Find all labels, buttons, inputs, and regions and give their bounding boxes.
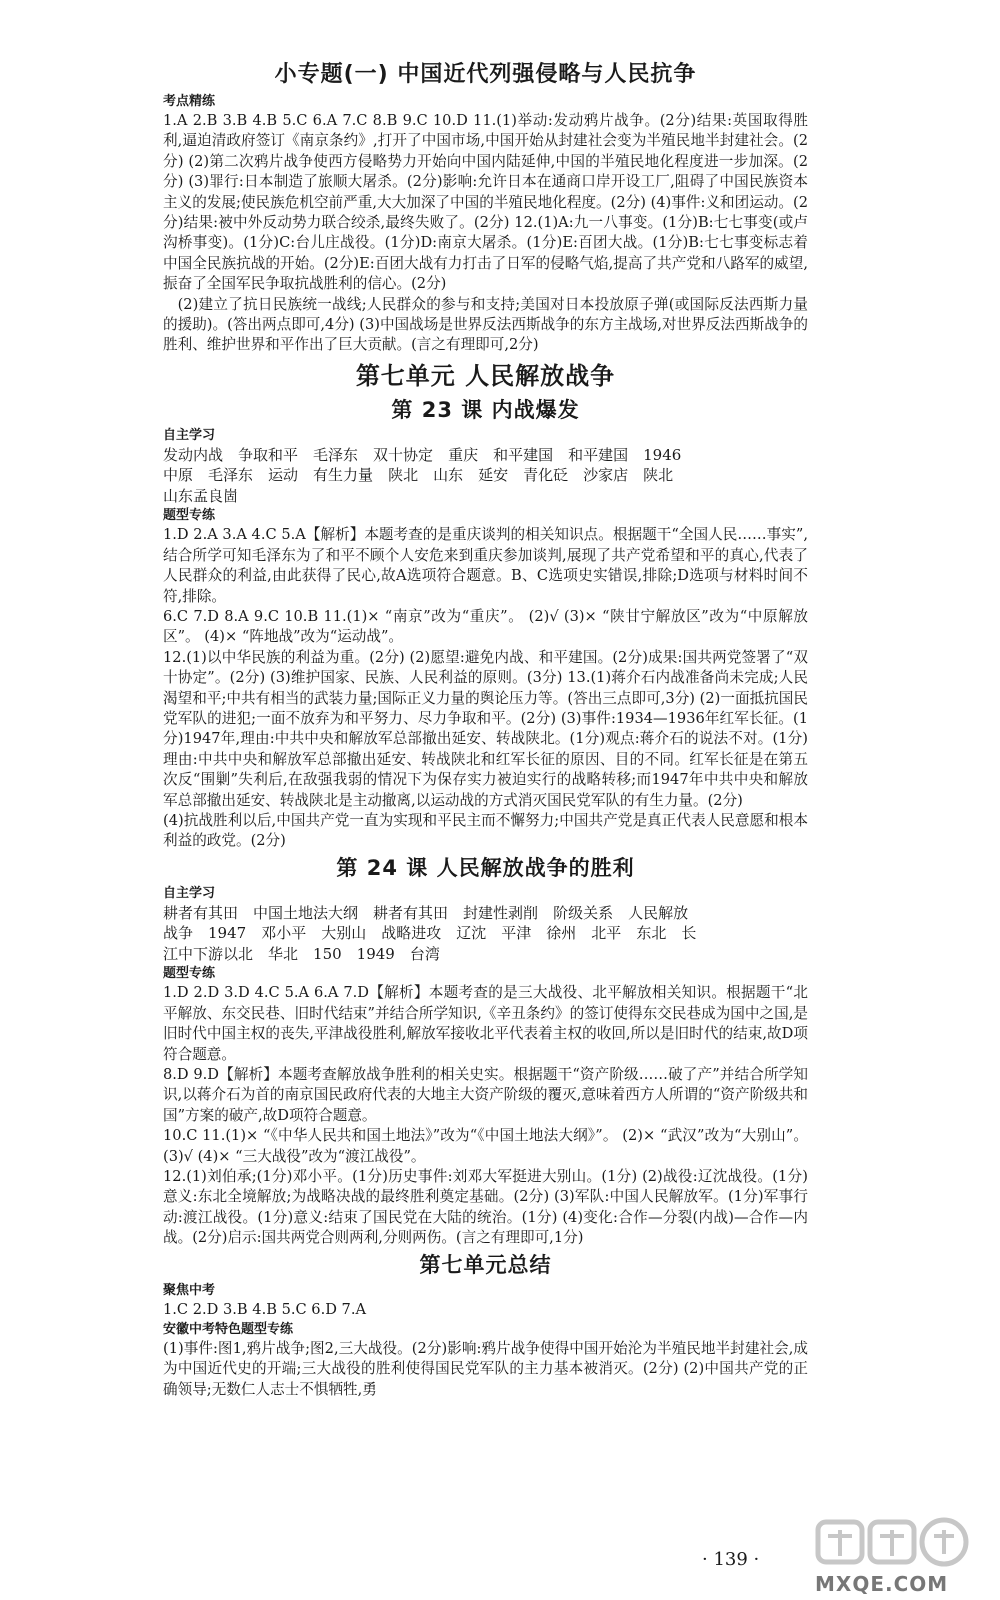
keyword: 耕者有其田 <box>163 903 239 922</box>
page-number: · 139 · <box>702 1549 760 1570</box>
keyword: 和平建国 <box>568 445 629 464</box>
section-title-topic-1: 小专题(一) 中国近代列强侵略与人民抗争 <box>274 62 697 87</box>
keyword: 1946 <box>643 445 682 464</box>
keyword: 沙家店 <box>583 466 629 485</box>
keyword: 耕者有其田 <box>373 903 449 922</box>
lesson-23-keywords-line-1 <box>163 445 808 466</box>
keyword: 山东孟良崮 <box>163 486 239 505</box>
keyword: 山东 <box>433 466 464 485</box>
keyword: 青化砭 <box>523 466 569 485</box>
topic-1-answers: 1.A 2.B 3.B 4.B 5.C 6.A 7.C 8.B 9.C 10.D 11.(1)举动:发动鸦片战争。(2分)结果:英国取得胜利,逼迫清政府签订《南京条约》,打开了中国市场,中国开始从封建社会变为半殖民地半封建社会。(2分) (2)第二次鸦片战争使西方侵略势力开始向中国内陆延伸,中国的半殖民地化程度进一步加深。(2分) (3)罪行:日本制造了旅顺大屠杀。(2分)影响:允许日本在通商口岸开设工厂,阻碍了中国民族资本主义的发展;使民族危机空前严重,大大加深了中国的半殖民地化程度。(2分) (4)事件:义和团运动。(2分)结果:被中外反动势力联合绞杀,最终失败了。(2分) 12.(1)A:九一八事变。(1分)B:七七事变(或卢沟桥事变)。(1分)C:台儿庄战役。(1分)D:南京大屠杀。(1分)E:百团大战。(1分)B:七七事变标志着中国全民族抗战的开始。(2分)E:百团大战有力打击了日军的侵略气焰,提高了共产党和八路军的威望,振奋了全国军民争取抗战胜利的信心。(2分) <box>163 112 808 293</box>
lesson-24-answers-3: 10.C 11.(1)× “《中华人民共和国土地法》”改为“《中国土地法大纲》”。 (2)× “武汉”改为“大别山”。 (3)√ (4)× “三大战役”改为“渡江战役”。 <box>163 1127 808 1165</box>
keyword: 战略进攻 <box>381 924 442 943</box>
keyword: 徐州 <box>546 924 577 943</box>
lesson-23-title: 第 23 课 内战爆发 <box>391 397 580 422</box>
keyword: 发动内战 <box>163 445 224 464</box>
watermark-text: MXQE.COM <box>815 1572 949 1596</box>
keyword: 平津 <box>501 924 532 943</box>
unit-7-title: 第七单元 人民解放战争 <box>355 361 616 390</box>
keyword: 延安 <box>478 466 509 485</box>
keyword: 1947 <box>208 924 247 943</box>
keyword: 长 <box>681 924 697 943</box>
summary-anhui-answers: (1)事件:图1,鸦片战争;图2,三大战役。(2分)影响:鸦片战争使得中国开始沦为半殖民地半封建社会,成为中国近代史的开端;三大战役的胜利使得国民党军队的主力基本被消灭。(2分) (2)中国共产党的正确领导;无数仁人志士不惧牺牲,勇 <box>163 1340 808 1398</box>
keyword: 中原 <box>163 466 194 485</box>
keyword: 重庆 <box>448 445 479 464</box>
keyword: 1949 <box>356 944 395 963</box>
keyword: 毛泽东 <box>208 466 254 485</box>
keyword: 江中下游以北 <box>163 944 254 963</box>
content-column <box>163 56 808 1400</box>
keyword: 150 <box>313 944 342 963</box>
lesson-23-answers-2: 6.C 7.D 8.A 9.C 10.B 11.(1)× “南京”改为“重庆”。 (2)√ (3)× “陕甘宁解放区”改为“中原解放区”。 (4)× “阵地战”改为“运动战”。 <box>163 608 808 646</box>
keyword: 战争 <box>163 924 194 943</box>
lesson-24-answers-2: 8.D 9.D【解析】本题考查解放战争胜利的相关史实。根据题干“资产阶级……破了产”并结合所学知识,以蒋介石为首的南京国民政府代表的大地主大资产阶级的覆灭,意味着西方人所谓的“资产阶级共和国”方案的破产,故D项符合题意。 <box>163 1066 808 1124</box>
topic-1-answers-cont: (2)建立了抗日民族统一战线;人民群众的参与和支持;美国对日本投放原子弹(或国际反法西斯力量的援助)。(答出两点即可,4分) (3)中国战场是世界反法西斯战争的东方主战场,对世界反法西斯战争的胜利、维护世界和平作出了巨大贡献。(言之有理即可,2分) <box>163 295 808 354</box>
keyword: 陕北 <box>388 466 419 485</box>
lesson-23-answers-1: 1.D 2.A 3.A 4.C 5.A【解析】本题考查的是重庆谈判的相关知识点。根据题干“全国人民……事实”,结合所学可知毛泽东为了和平不顾个人安危来到重庆参加谈判,展现了共产党希望和平的真心,代表了人民群众的利益,由此获得了民心,故A选项符合题意。B、C选项史实错误,排除;D选项与材料时间不符,排除。 <box>163 526 808 605</box>
keyword: 大别山 <box>321 924 367 943</box>
summary-anhui-label: 安徽中考特色题型专练 <box>163 1322 294 1338</box>
lesson-23-keywords-line-3 <box>163 486 808 507</box>
keyword: 辽沈 <box>456 924 487 943</box>
summary-focus-answers: 1.C 2.D 3.B 4.B 5.C 6.D 7.A <box>163 1300 367 1318</box>
keyword: 争取和平 <box>238 445 299 464</box>
lesson-23-practice-label: 题型专练 <box>163 508 216 524</box>
unit-7-summary-title: 第七单元总结 <box>419 1252 552 1277</box>
keyword: 邓小平 <box>261 924 307 943</box>
lesson-23-keywords-line-2 <box>163 465 808 486</box>
lesson-23-answers-4: (4)抗战胜利以后,中国共产党一直为实现和平民主而不懈努力;中国共产党是真正代表人民意愿和根本利益的政党。(2分) <box>163 812 808 850</box>
lesson-24-answers-4: 12.(1)刘伯承;(1分)邓小平。(1分)历史事件:刘邓大军挺进大别山。(1分) (2)战役:辽沈战役。(1分)意义:东北全境解放;为战略决战的最终胜利奠定基础。(2分) (3)军队:中国人民解放军。(1分)军事行动:渡江战役。(1分)意义:结束了国民党在大陆的统治。(1分) (4)变化:合作—分裂(内战)—合作—内战。(2分)启示:国共两党合则两利,分则两伤。(言之有理即可,1分) <box>163 1168 808 1247</box>
keyword: 毛泽东 <box>313 445 359 464</box>
keyword: 北平 <box>591 924 622 943</box>
keyword: 华北 <box>268 944 299 963</box>
keyword: 陕北 <box>643 466 674 485</box>
lesson-24-keywords-line-1 <box>163 903 808 924</box>
keyword: 中国土地法大纲 <box>253 903 359 922</box>
keyword: 和平建国 <box>493 445 554 464</box>
lesson-24-title: 第 24 课 人民解放战争的胜利 <box>336 855 635 880</box>
lesson-23-answers-3: 12.(1)以中华民族的利益为重。(2分) (2)愿望:避免内战、和平建国。(2分)成果:国共两党签署了“双十协定”。(2分) (3)维护国家、民族、人民利益的原则。(3分) 13.(1)蒋介石内战准备尚未完成;人民渴望和平;中共有相当的武装力量;国际正义力量的舆论压力等。(答出三点即可,3分) (2)一面抵抗国民党军队的进犯;一面不放弃为和平努力、尽力争取和平。(2分) (3)事件:1934—1936年红军长征。(1分)1947年,理由:中共中央和解放军总部撤出延安、转战陕北。(1分)观点:蒋介石的说法不对。(1分)理由:中共中央和解放军总部撤出延安、转战陕北和红军长征的原因、目的不同。红军长征是在第五次反“围剿”失利后,在敌强我弱的情况下为保存实力被迫实行的战略转移;而1947年中共中央和解放军总部撤出延安、转战陕北是主动撤离,以运动战的方式消灭国民党军队的有生力量。(2分) <box>163 648 808 809</box>
lesson-23-self-study-label: 自主学习 <box>163 427 216 443</box>
lesson-24-self-study-label: 自主学习 <box>163 885 216 901</box>
keyword: 双十协定 <box>373 445 434 464</box>
keyword: 有生力量 <box>313 466 374 485</box>
lesson-24-keywords-line-2 <box>163 923 808 944</box>
keyword: 阶级关系 <box>553 903 614 922</box>
keyword: 台湾 <box>409 944 440 963</box>
keyword: 人民解放 <box>628 903 689 922</box>
summary-focus-label: 聚焦中考 <box>163 1282 216 1298</box>
keyword: 东北 <box>636 924 667 943</box>
lesson-24-answers-1: 1.D 2.D 3.D 4.C 5.A 6.A 7.D【解析】本题考查的是三大战役、北平解放相关知识。根据题干“北平解放、东交民巷、旧时代结束”并结合所学知识,《辛丑条约》的签订使得东交民巷成为国中之国,是旧时代中国主权的丧失,平津战役胜利,解放军接收北平代表着主权的收回,所以是旧时代的结束,故D项符合题意。 <box>163 984 808 1063</box>
keyword: 封建性剥削 <box>463 903 539 922</box>
label-practice: 考点精练 <box>163 94 216 109</box>
lesson-24-keywords-line-3 <box>163 944 808 965</box>
lesson-24-practice-label: 题型专练 <box>163 966 216 982</box>
keyword: 运动 <box>268 466 299 485</box>
